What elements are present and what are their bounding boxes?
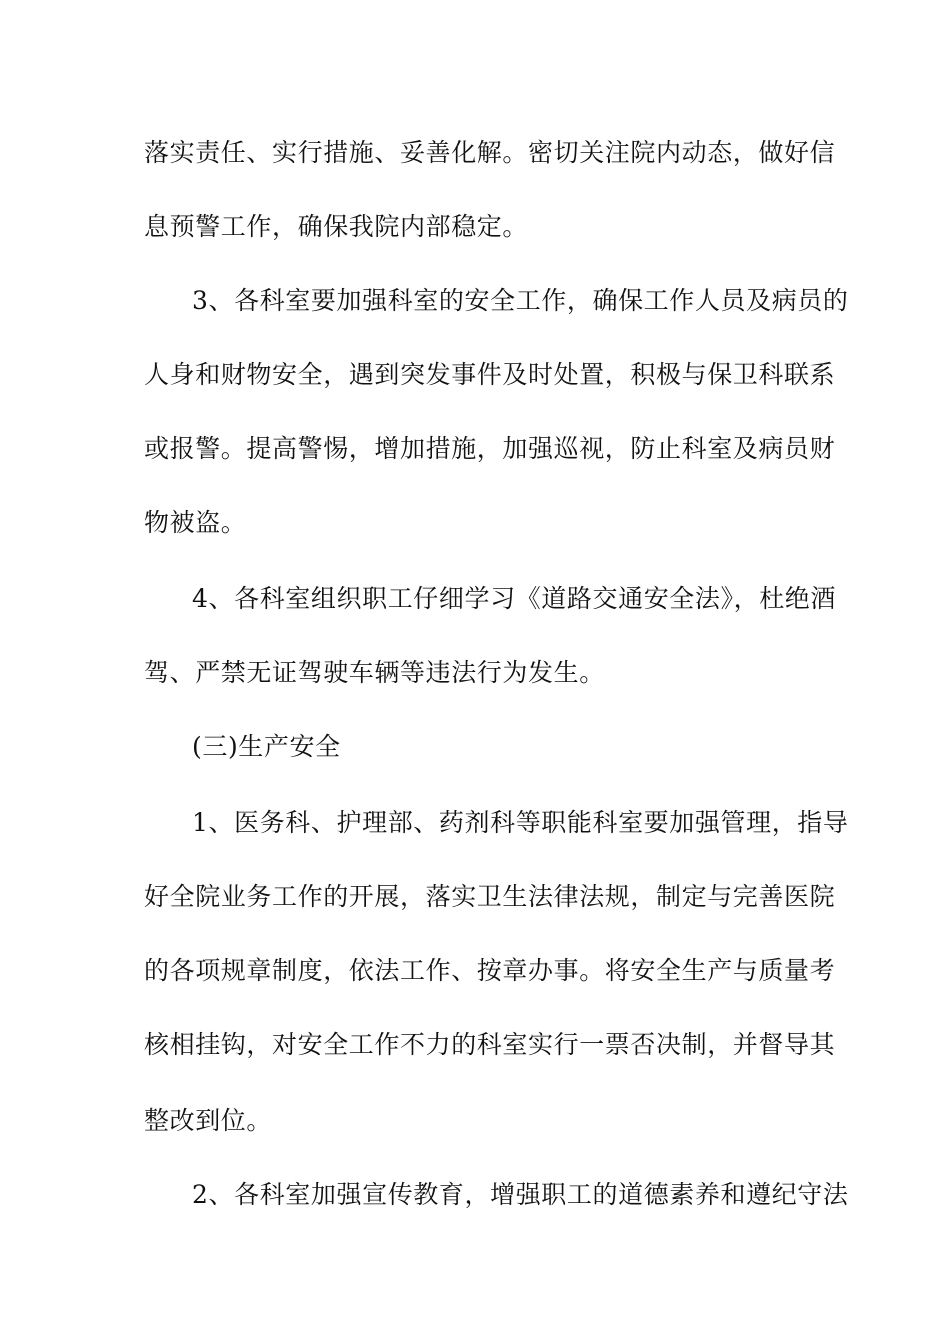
text-line: 驾、严禁无证驾驶车辆等违法行为发生。 [144, 658, 605, 687]
text-line: 整改到位。 [144, 1106, 273, 1135]
section-heading: (三)生产安全 [192, 732, 341, 761]
text-line: 好全院业务工作的开展，落实卫生法律法规，制定与完善医院 [144, 882, 836, 911]
text-line: 核相挂钩，对安全工作不力的科室实行一票否决制，并督导其 [144, 1030, 836, 1059]
paragraph-start-line: 4、各科室组织职工仔细学习《道路交通安全法》，杜绝酒 [192, 584, 837, 613]
text-line: 的各项规章制度，依法工作、按章办事。将安全生产与质量考 [144, 956, 836, 985]
text-line: 或报警。提高警惕，增加措施，加强巡视，防止科室及病员财 [144, 434, 836, 463]
text-line: 人身和财物安全，遇到突发事件及时处置，积极与保卫科联系 [144, 360, 836, 389]
paragraph-start-line: 1、医务科、护理部、药剂科等职能科室要加强管理，指导 [192, 808, 849, 837]
paragraph-start-line: 2、各科室加强宣传教育，增强职工的道德素养和遵纪守法 [192, 1180, 849, 1209]
text-line: 物被盗。 [144, 508, 247, 537]
text-line: 息预警工作，确保我院内部稳定。 [144, 212, 529, 241]
text-line: 落实责任、实行措施、妥善化解。密切关注院内动态，做好信 [144, 138, 836, 167]
paragraph-start-line: 3、各科室要加强科室的安全工作，确保工作人员及病员的 [192, 286, 849, 315]
